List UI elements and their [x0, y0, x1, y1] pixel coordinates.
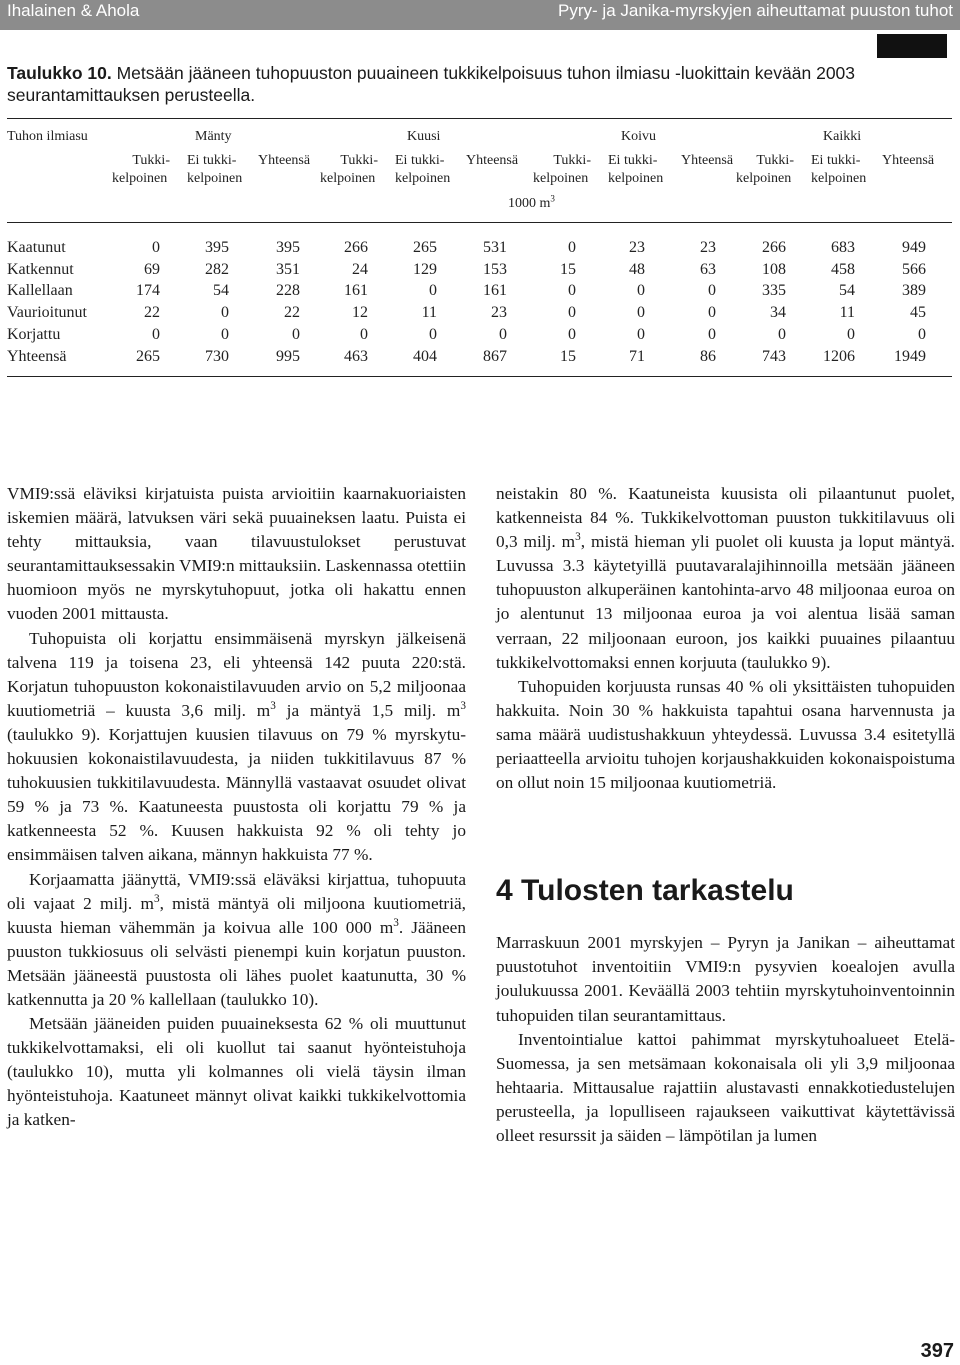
text-column-left — [7, 482, 466, 1133]
table-cell: 395 — [276, 239, 300, 256]
caption-text: Metsään jääneen tuhopuuston puuaineen tukkikelpoisuus tuhon ilmiasu -luokittain kevään 2003 seurantamittauksen perusteella. — [7, 63, 856, 105]
subcolumn-header-line: kelpoinen — [320, 171, 376, 186]
group-header-koivu: Koivu — [621, 129, 656, 144]
table-row-label: Katkennut — [7, 260, 74, 278]
table-cell: 54 — [213, 282, 229, 300]
table-cell: 351 — [276, 260, 300, 278]
table-cell: 0 — [499, 325, 507, 343]
paragraph — [496, 482, 955, 675]
table-cell: 1949 — [894, 347, 926, 365]
paragraph-text: ja mäntyä 1,5 milj. m — [275, 700, 461, 720]
table-header-rule — [7, 222, 952, 223]
table-cell: 743 — [762, 347, 786, 365]
subcolumn-header-line: Yhteensä — [258, 153, 311, 168]
table-cell: 266 — [344, 239, 368, 256]
table-cell: 0 — [568, 282, 576, 300]
paragraph: VMI9:ssä eläviksi kirjatuista puista arvioitiin kaarnakuoriaisten iskemien määrä, latvuksen väri sekä puuaineksen laatu. Puista ei tehty mittauksia, vaan tilavuustulokset perustuvat seurantamittauksessakin VMI9:n mittauksiin. Laskennassa otettiin huomioon myös ne myrskytuhopuut, jotka oli hakattu ennen vuoden 2001 mittausta. — [7, 484, 466, 624]
subcolumn-header-line: Tukki- — [132, 153, 170, 168]
table-cell: 0 — [152, 239, 160, 256]
table-cell: 0 — [568, 325, 576, 343]
table-cell: 335 — [762, 282, 786, 300]
table-cell: 161 — [483, 282, 507, 300]
unit-label-exponent: 3 — [550, 193, 555, 204]
table-cell: 0 — [918, 325, 926, 343]
paragraph — [7, 868, 466, 1013]
subcolumn-header — [320, 152, 378, 188]
table-cell: 23 — [629, 239, 645, 256]
table-cell: 0 — [568, 239, 576, 256]
subcolumn-header-line: kelpoinen — [395, 171, 451, 186]
paragraph: Inventointialue kattoi pahimmat myrskytuhoalueet Etelä-Suomessa, ja sen metsämaan kokonaisala oli yli 3,9 miljoonaa hehtaaria. Mittausalue rajattiin alustavasti ennakkotiedustelujen perusteella, ja lopulliseen rajaukseen vaikuttivat käytettävissä olleet resurssit ja säiden – lämpötilan ja lumen — [496, 1029, 955, 1145]
table-cell: 1206 — [823, 347, 855, 365]
subcolumn-header-line: Yhteensä — [466, 153, 519, 168]
table-row-label: Kaatunut — [7, 239, 66, 256]
table-cell: 15 — [560, 260, 576, 278]
table-cell: 395 — [205, 239, 229, 256]
table-cell: 0 — [360, 325, 368, 343]
table-row-label: Yhteensä — [7, 347, 67, 365]
caption-label: Taulukko 10. — [7, 63, 112, 83]
table-cell: 389 — [902, 282, 926, 300]
subcolumn-header-line: Ei tukki- — [811, 153, 861, 168]
table-cell: 0 — [429, 282, 437, 300]
paragraph-text: , mistä hieman yli puolet oli kuusta ja loput mäntyä. Luvussa 3.3 käytetyillä puutavaralajihinnoilla metsään jääneen tuhopuuston alkuperäinen kantohinta-arvo 48 miljoonaa euroa on jo alentunut 13 miljoonaa euroa ja voi alentua lisää saman verraan, 22 miljoonaan euroon, jos kaikki puuaines pilaantuu tukkikelvottomaksi ennen korjuuta (taulukko 9). — [496, 532, 955, 672]
section-heading: 4 Tulosten tarkastelu — [496, 874, 794, 908]
table-cell: 0 — [708, 304, 716, 322]
subcolumn-header-line: kelpoinen — [811, 171, 867, 186]
paragraph — [7, 627, 466, 868]
table-cell: 153 — [483, 260, 507, 278]
subcolumn-header — [533, 152, 591, 188]
table-cell: 0 — [847, 325, 855, 343]
table-row-label: Korjattu — [7, 325, 61, 343]
table-cell: 11 — [839, 304, 855, 322]
table-cell: 34 — [770, 304, 786, 322]
table-cell: 0 — [778, 325, 786, 343]
subcolumn-header-line: Ei tukki- — [187, 153, 237, 168]
subcolumn-header — [811, 152, 866, 188]
group-header-kaikki: Kaikki — [823, 129, 862, 144]
paragraph: Marraskuun 2001 myrskyjen – Pyryn ja Janikan – aiheuttamat puustotuhot inventoitiin VMI9:n pysyvien koealojen avulla joulukuussa 2001. Keväällä 2003 tehtiin myrskytuhoinventoinnin tuhopuiden tilan seurantamittaus. — [496, 933, 955, 1025]
table-cell: 463 — [344, 347, 368, 365]
table-cell: 404 — [413, 347, 437, 365]
subcolumn-header-line: kelpoinen — [608, 171, 664, 186]
table-cell: 265 — [413, 239, 437, 256]
paragraph: Metsään jääneiden puiden puuaineksesta 62 % oli muuttunut tukkikelvottamaksi, eli oli kuollut tai saanut hyönteistuhoja (taulukko 10), mutta yli kolmannes oli vielä täysin ilman hyönteistuhoja. Kaatuneet männyt olivat kaikki tukkikelvottomia ja katken- — [7, 1014, 466, 1130]
subcolumn-header — [882, 152, 934, 170]
superscript: 3 — [153, 892, 160, 905]
table-cell: 0 — [708, 282, 716, 300]
subcolumn-header-line: kelpoinen — [533, 171, 589, 186]
table-cell: 266 — [762, 239, 786, 256]
table-cell: 730 — [205, 347, 229, 365]
table-bottom-rule — [7, 376, 952, 377]
group-header-kuusi: Kuusi — [407, 129, 441, 144]
table-cell: 0 — [568, 304, 576, 322]
subcolumn-header — [112, 152, 170, 188]
table-row-header-label: Tuhon ilmiasu — [7, 129, 88, 144]
superscript: 3 — [575, 531, 581, 544]
subcolumn-header-line: Tukki- — [756, 153, 794, 168]
table-cell: 45 — [910, 304, 926, 322]
subcolumn-header — [395, 152, 450, 188]
subcolumn-header-line: kelpoinen — [187, 171, 243, 186]
table-cell: 458 — [831, 260, 855, 278]
superscript: 3 — [270, 700, 276, 713]
table-cell: 683 — [831, 239, 855, 256]
table-cell: 15 — [560, 347, 576, 365]
table-cell: 0 — [221, 325, 229, 343]
table-cell: 0 — [292, 325, 300, 343]
table-cell: 0 — [637, 325, 645, 343]
subcolumn-header — [187, 152, 242, 188]
table-cell: 11 — [421, 304, 437, 322]
table-cell: 867 — [483, 347, 507, 365]
table-cell: 174 — [136, 282, 160, 300]
subcolumn-header-line: kelpoinen — [736, 171, 792, 186]
subcolumn-header — [466, 152, 518, 170]
subcolumn-header — [736, 152, 794, 188]
table-cell: 23 — [491, 304, 507, 322]
section-spacer — [496, 795, 955, 873]
section-spacer — [496, 909, 955, 931]
paragraph-text: neistakin 80 %. Kaatuneista kuusista oli pilaantunut puolet, katkenneista 84 %. Tukkikelvottoman puuston tukkitilavuus oli 0,3 milj. m — [496, 484, 955, 552]
table-cell: 0 — [637, 304, 645, 322]
paragraph-text: . Jääneen puuston tukkiosuus oli selvästi pienempi kuin korjatun puuston. Metsään jääneestä puustosta oli lähes puolet kaatunutta, 30 % katkennutta ja 20 % kallellaan (taulukko 10). — [7, 917, 466, 1009]
journal-logo-bar — [877, 34, 947, 58]
subcolumn-header — [608, 152, 663, 188]
superscript: 3 — [393, 916, 399, 929]
unit-label-base: 1000 m — [508, 196, 551, 211]
table-cell: 71 — [629, 347, 645, 365]
table-cell: 24 — [352, 260, 368, 278]
table-cell: 228 — [276, 282, 300, 300]
subcolumn-header-line: Yhteensä — [681, 153, 734, 168]
subcolumn-header-line: Ei tukki- — [395, 153, 445, 168]
table-row-label: Kallellaan — [7, 282, 73, 300]
table-cell: 48 — [629, 260, 645, 278]
table-cell: 129 — [413, 260, 437, 278]
table-top-rule — [7, 118, 952, 119]
table-cell: 54 — [839, 282, 855, 300]
group-header-manty: Mänty — [195, 129, 232, 144]
subcolumn-header-line: Ei tukki- — [608, 153, 658, 168]
table-cell: 108 — [762, 260, 786, 278]
paragraph-text: Korjaamatta jäänyttä, VMI9:ssä eläväksi kirjattua, tuhopuuta oli vajaat 2 milj. m — [7, 869, 466, 913]
subcolumn-header-line: Yhteensä — [882, 153, 935, 168]
paragraph: Tuhopuiden korjuusta runsas 40 % oli yksittäisten tuhopuiden hakkuita. Noin 30 % hakkuista tapahtui osana harvennusta ja sama määrä uudistushakkuun yhteydessä. Luvussa 3.4 esitetyllä periaatteella arvioitu tuhojen korjaushakkuiden kokonaispoistuma on ollut noin 15 miljoonaa kuutiometriä. — [496, 676, 955, 793]
table-cell: 23 — [700, 239, 716, 256]
table-cell: 0 — [637, 282, 645, 300]
header-authors: Ihalainen & Ahola — [7, 1, 140, 20]
superscript: 3 — [460, 700, 466, 713]
table-cell: 69 — [144, 260, 160, 278]
page-number: 397 — [920, 1340, 954, 1362]
table-cell: 0 — [221, 304, 229, 322]
table-cell: 531 — [483, 239, 507, 256]
table-cell: 22 — [284, 304, 300, 322]
table-row-label: Vaurioitunut — [7, 304, 87, 322]
table-cell: 265 — [136, 347, 160, 365]
table-cell: 949 — [902, 239, 926, 256]
table-cell: 63 — [700, 260, 716, 278]
table-cell: 995 — [276, 347, 300, 365]
table-cell: 566 — [902, 260, 926, 278]
subcolumn-header — [681, 152, 733, 170]
subcolumn-header-line: kelpoinen — [112, 171, 168, 186]
subcolumn-header — [258, 152, 310, 170]
unit-label — [508, 195, 555, 213]
table-cell: 0 — [152, 325, 160, 343]
paragraph-text: , mistä mäntyä oli miljoona kuutiometriä, kuusta hieman vähemmän ja koivua alle 100 000 m — [7, 893, 466, 937]
table-cell: 12 — [352, 304, 368, 322]
table-caption — [7, 62, 952, 106]
table-cell: 22 — [144, 304, 160, 322]
running-header — [0, 0, 960, 30]
table-cell: 161 — [344, 282, 368, 300]
paragraph-text: Tuhopuista oli korjattu ensimmäisenä myrskyn jälkeisenä talvena 119 ja toisena 23, eli yhteensä 142 puuta 220:stä. Korjatun tuhopuuston kokonaistilavuuden arvio on 5,2 miljoonaa kuutiometriä – kuusta 3,6 milj. m — [7, 628, 466, 720]
subcolumn-header-line: Tukki- — [340, 153, 378, 168]
header-running-title: Pyry- ja Janika-myrskyjen aiheuttamat puuston tuhot — [558, 1, 953, 20]
paragraph-text: (taulukko 9). Korjattujen kuusien tilavuus on 79 % myrskytuhokuusien kokonaistilavuudesta, ja niiden tukkitilavuus 87 % tuhokuusien tukkitilavuudesta. Männyllä vastaavat osuudet olivat 59 % ja 73 %. Kaatuneesta puustosta oli korjattu 79 % ja katkenneesta 52 %. Kuusen hakkuista 92 % oli tehty jo ensimmäisen talven aikana, männyn hakkuista 77 %. — [7, 724, 466, 865]
table-cell: 282 — [205, 260, 229, 278]
table-cell: 0 — [429, 325, 437, 343]
table-cell: 86 — [700, 347, 716, 365]
text-column-right — [496, 482, 955, 1148]
subcolumn-header-line: Tukki- — [553, 153, 591, 168]
table-cell: 0 — [708, 325, 716, 343]
